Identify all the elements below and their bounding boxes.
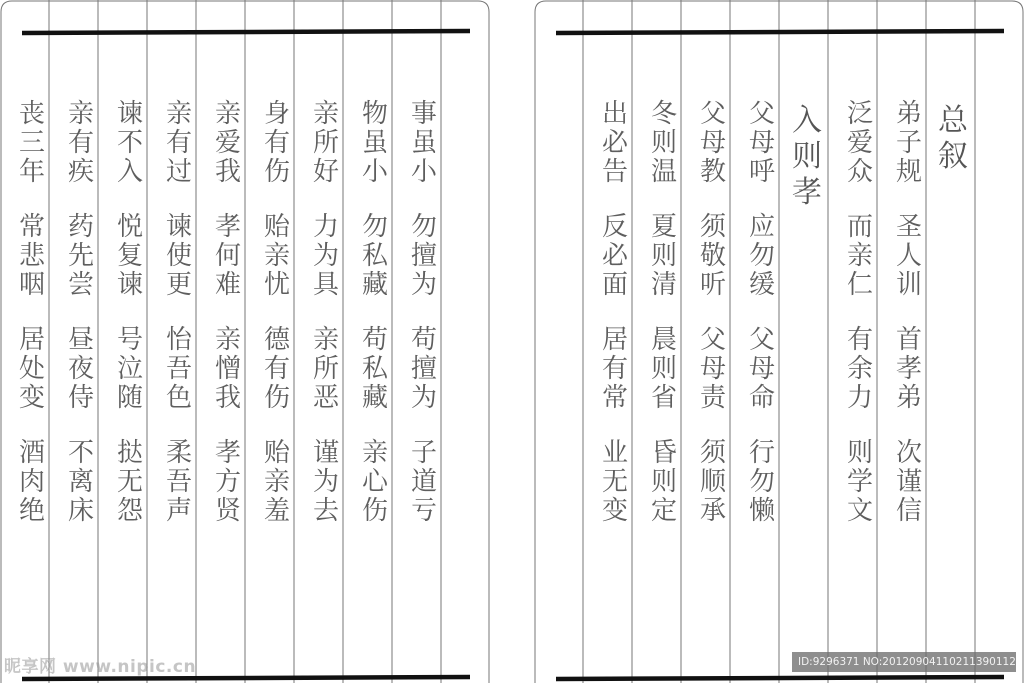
- strip-1: 弟子规 圣人训 首孝弟 次谨信: [895, 99, 922, 526]
- strip-7: 谏不入 悦复谏 号泣随 挞无怨: [116, 99, 143, 526]
- strip-5: 亲爱我 孝何难 亲憎我 孝方贤: [214, 99, 241, 526]
- strip-9: 丧三年 常悲咽 居处变 酒肉绝: [18, 99, 45, 526]
- strip-8: 亲有疾 药先尝 昼夜侍 不离床: [67, 99, 94, 526]
- left-page: [0, 0, 490, 683]
- image-id-badge: ID:9296371 NO:20120904110211390112: [792, 652, 1016, 672]
- strip-4: 身有伤 贻亲忧 德有伤 贻亲羞: [263, 99, 290, 526]
- strip-6: 亲有过 谏使更 怡吾色 柔吾声: [165, 99, 192, 526]
- strip-3: 父母呼 应勿缓 父母命 行勿懒: [748, 99, 775, 526]
- strip-5: 冬则温 夏则清 晨则省 昏则定: [650, 99, 677, 526]
- strip-2: 物虽小 勿私藏 苟私藏 亲心伤: [361, 99, 388, 526]
- strip-4: 父母教 须敬听 父母责 须顺承: [699, 99, 726, 526]
- right-page: [534, 0, 1024, 683]
- site-watermark: 昵享网 www.nipic.cn: [4, 657, 197, 677]
- section-title-ruzexiao: 入则孝: [792, 103, 822, 210]
- strip-2: 泛爱众 而亲仁 有余力 则学文: [846, 99, 873, 526]
- strip-3: 亲所好 力为具 亲所恶 谨为去: [312, 99, 339, 526]
- strip-6: 出必告 反必面 居有常 业无变: [601, 99, 628, 526]
- strip-1: 事虽小 勿擅为 苟擅为 子道亏: [410, 99, 437, 526]
- section-title-zongxu: 总叙: [938, 103, 968, 174]
